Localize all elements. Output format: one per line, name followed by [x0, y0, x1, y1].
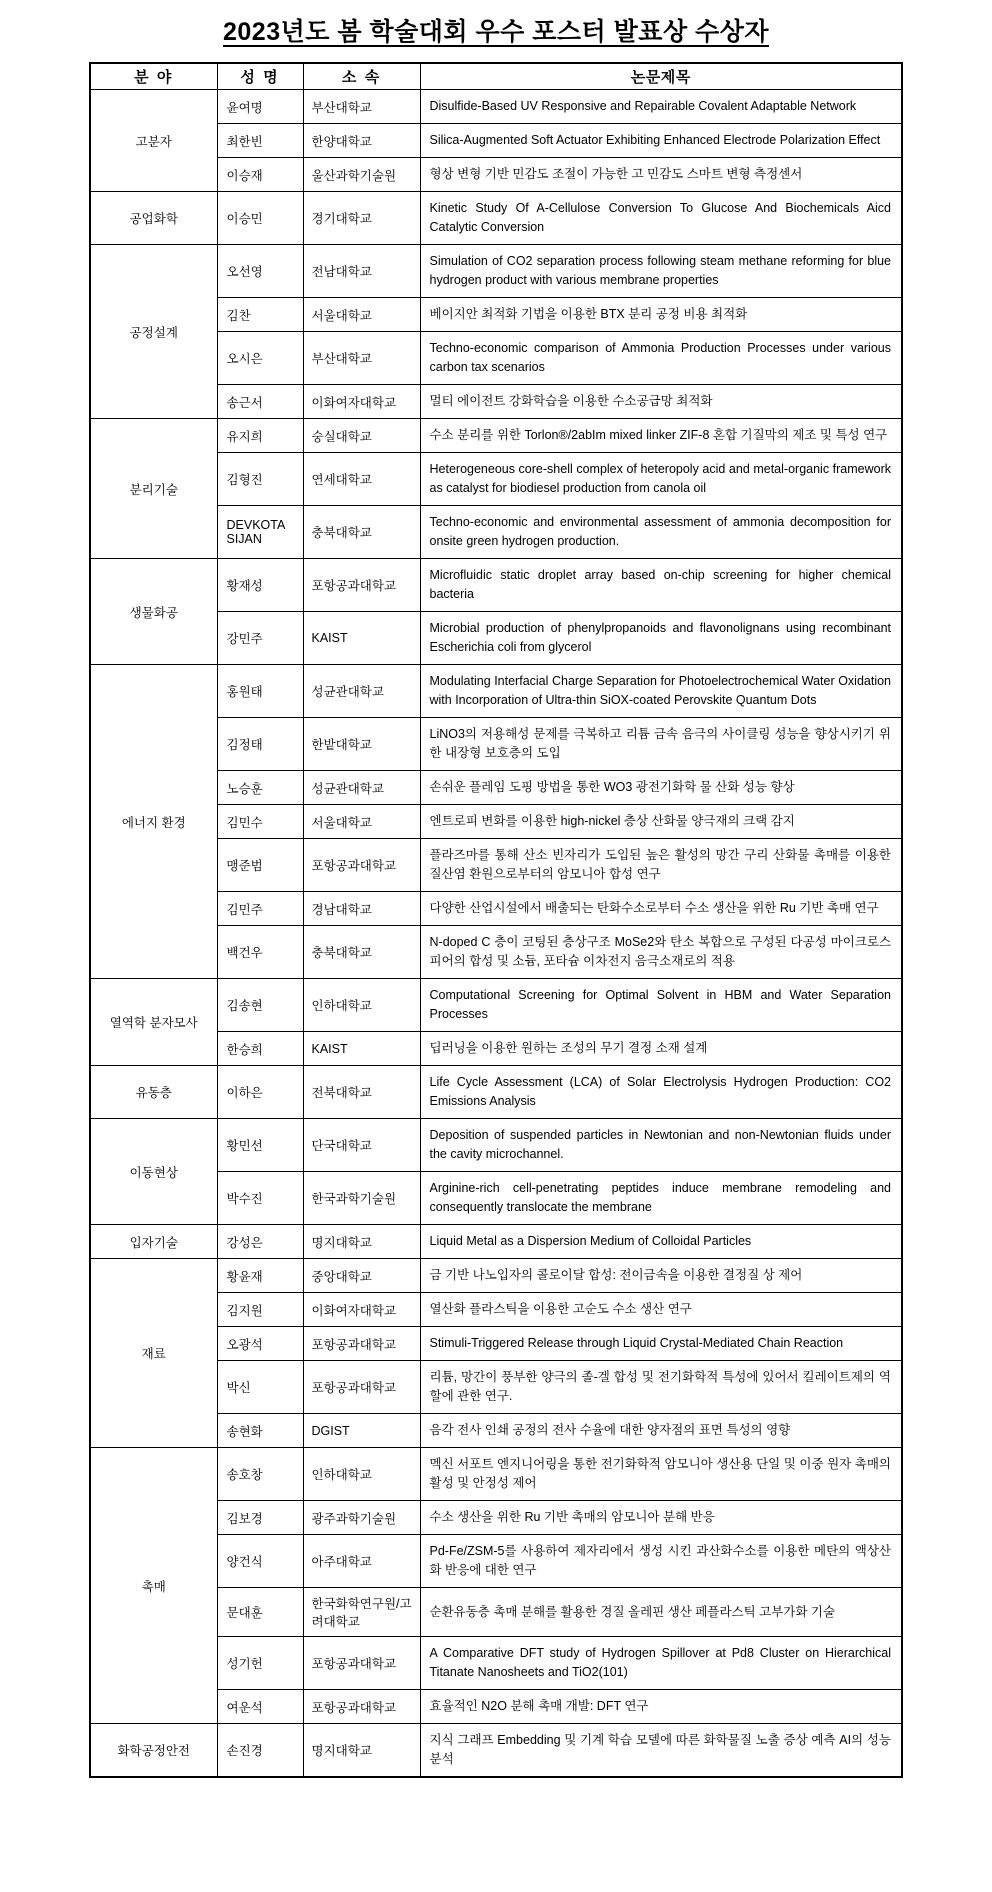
- name-cell: 강민주: [217, 612, 303, 665]
- table-row: [90, 559, 902, 612]
- paper-title-cell: 음각 전사 인쇄 공정의 전사 수율에 대한 양자점의 표면 특성의 영향: [420, 1414, 902, 1448]
- name-cell: DEVKOTA SIJAN: [217, 506, 303, 559]
- page-title: 2023년도 봄 학술대회 우수 포스터 발표상 수상자: [223, 18, 769, 46]
- paper-title-cell: LiNO3의 저용해성 문제를 극복하고 리튬 금속 음극의 사이클링 성능을 향상시키기 위한 내장형 보호층의 도입: [420, 718, 902, 771]
- column-header-affiliation: 소 속: [303, 63, 420, 90]
- paper-title-cell: 형상 변형 기반 민감도 조절이 가능한 고 민감도 스마트 변형 측정센서: [420, 158, 902, 192]
- paper-title-cell: Disulfide-Based UV Responsive and Repairable Covalent Adaptable Network: [420, 90, 902, 124]
- field-cell: 유동층: [90, 1066, 217, 1119]
- name-cell: 김형진: [217, 453, 303, 506]
- affiliation-cell: KAIST: [303, 1032, 420, 1066]
- paper-title-cell: Techno-economic comparison of Ammonia Production Processes under various carbon tax scenarios: [420, 332, 902, 385]
- field-cell: 공업화학: [90, 192, 217, 245]
- paper-title-cell: 멀티 에이전트 강화학습을 이용한 수소공급망 최적화: [420, 385, 902, 419]
- field-cell: 생물화공: [90, 559, 217, 665]
- affiliation-cell: 충북대학교: [303, 926, 420, 979]
- affiliation-cell: 중앙대학교: [303, 1259, 420, 1293]
- paper-title-cell: Deposition of suspended particles in Newtonian and non-Newtonian fluids under the cavity microchannel.: [420, 1119, 902, 1172]
- affiliation-cell: 포항공과대학교: [303, 1361, 420, 1414]
- table-row: [90, 192, 902, 245]
- table-row: [90, 1724, 902, 1778]
- affiliation-cell: 경기대학교: [303, 192, 420, 245]
- paper-title-cell: Stimuli-Triggered Release through Liquid Crystal-Mediated Chain Reaction: [420, 1327, 902, 1361]
- name-cell: 유지희: [217, 419, 303, 453]
- table-row: [90, 1225, 902, 1259]
- paper-title-cell: Simulation of CO2 separation process following steam methane reforming for blue hydrogen product with various membrane properties: [420, 245, 902, 298]
- name-cell: 오광석: [217, 1327, 303, 1361]
- paper-title-cell: Modulating Interfacial Charge Separation for Photoelectrochemical Water Oxidation with Incorporation of Ultra-thin SiOX-coated Perovskite Quantum Dots: [420, 665, 902, 718]
- paper-title-cell: Arginine-rich cell-penetrating peptides induce membrane remodeling and consequently translocate the membrane: [420, 1172, 902, 1225]
- name-cell: 김송현: [217, 979, 303, 1032]
- paper-title-cell: Liquid Metal as a Dispersion Medium of Colloidal Particles: [420, 1225, 902, 1259]
- paper-title-cell: 베이지안 최적화 기법을 이용한 BTX 분리 공정 비용 최적화: [420, 298, 902, 332]
- paper-title-cell: A Comparative DFT study of Hydrogen Spillover at Pd8 Cluster on Hierarchical Titanate Nanosheets and TiO2(101): [420, 1637, 902, 1690]
- table-row: [90, 665, 902, 718]
- paper-title-cell: Pd-Fe/ZSM-5를 사용하여 제자리에서 생성 시킨 과산화수소를 이용한 메탄의 액상산화 반응에 대한 연구: [420, 1535, 902, 1588]
- affiliation-cell: 단국대학교: [303, 1119, 420, 1172]
- affiliation-cell: 숭실대학교: [303, 419, 420, 453]
- name-cell: 송호창: [217, 1448, 303, 1501]
- paper-title-cell: 순환유동층 촉매 분해를 활용한 경질 올레핀 생산 페플라스틱 고부가화 기술: [420, 1588, 902, 1637]
- affiliation-cell: 한국화학연구원/고려대학교: [303, 1588, 420, 1637]
- affiliation-cell: 성균관대학교: [303, 771, 420, 805]
- table-row: [90, 90, 902, 124]
- table-row: [90, 1119, 902, 1172]
- column-header-name: 성 명: [217, 63, 303, 90]
- name-cell: 홍원태: [217, 665, 303, 718]
- name-cell: 김찬: [217, 298, 303, 332]
- name-cell: 김정태: [217, 718, 303, 771]
- name-cell: 김보경: [217, 1501, 303, 1535]
- paper-title-cell: Life Cycle Assessment (LCA) of Solar Electrolysis Hydrogen Production: CO2 Emissions Analysis: [420, 1066, 902, 1119]
- name-cell: 박신: [217, 1361, 303, 1414]
- paper-title-cell: Techno-economic and environmental assessment of ammonia decomposition for onsite green hydrogen production.: [420, 506, 902, 559]
- name-cell: 이승재: [217, 158, 303, 192]
- affiliation-cell: 이화여자대학교: [303, 1293, 420, 1327]
- name-cell: 김민수: [217, 805, 303, 839]
- paper-title-cell: 효율적인 N2O 분해 촉매 개발: DFT 연구: [420, 1690, 902, 1724]
- affiliation-cell: KAIST: [303, 612, 420, 665]
- affiliation-cell: 포항공과대학교: [303, 559, 420, 612]
- field-cell: 분리기술: [90, 419, 217, 559]
- affiliation-cell: 전북대학교: [303, 1066, 420, 1119]
- paper-title-cell: 열산화 플라스틱을 이용한 고순도 수소 생산 연구: [420, 1293, 902, 1327]
- affiliation-cell: 포항공과대학교: [303, 1327, 420, 1361]
- name-cell: 손진경: [217, 1724, 303, 1778]
- affiliation-cell: 한양대학교: [303, 124, 420, 158]
- field-cell: 이동현상: [90, 1119, 217, 1225]
- name-cell: 오선영: [217, 245, 303, 298]
- name-cell: 여운석: [217, 1690, 303, 1724]
- affiliation-cell: 부산대학교: [303, 332, 420, 385]
- affiliation-cell: 연세대학교: [303, 453, 420, 506]
- table-row: [90, 1066, 902, 1119]
- affiliation-cell: 인하대학교: [303, 1448, 420, 1501]
- table-row: [90, 419, 902, 453]
- paper-title-cell: 손쉬운 플레임 도핑 방법을 통한 WO3 광전기화학 물 산화 성능 향상: [420, 771, 902, 805]
- name-cell: 박수진: [217, 1172, 303, 1225]
- affiliation-cell: 경남대학교: [303, 892, 420, 926]
- paper-title-cell: 금 기반 나노입자의 콜로이달 합성: 전이금속을 이용한 결정질 상 제어: [420, 1259, 902, 1293]
- affiliation-cell: 울산과학기술원: [303, 158, 420, 192]
- name-cell: 한승희: [217, 1032, 303, 1066]
- affiliation-cell: 명지대학교: [303, 1225, 420, 1259]
- field-cell: 고분자: [90, 90, 217, 192]
- affiliation-cell: DGIST: [303, 1414, 420, 1448]
- name-cell: 이승민: [217, 192, 303, 245]
- affiliation-cell: 충북대학교: [303, 506, 420, 559]
- paper-title-cell: 지식 그래프 Embedding 및 기계 학습 모델에 따른 화학물질 노출 증상 예측 AI의 성능 분석: [420, 1724, 902, 1778]
- table-row: [90, 1259, 902, 1293]
- field-cell: 화학공정안전: [90, 1724, 217, 1778]
- paper-title-cell: 멕신 서포트 엔지니어링을 통한 전기화학적 암모니아 생산용 단일 및 이중 원자 촉매의 활성 및 안정성 제어: [420, 1448, 902, 1501]
- paper-title-cell: 수소 분리를 위한 Torlon®/2abIm mixed linker ZIF-8 혼합 기질막의 제조 및 특성 연구: [420, 419, 902, 453]
- paper-title-cell: 플라즈마를 통해 산소 빈자리가 도입된 높은 활성의 망간 구리 산화물 촉매를 이용한 질산염 환원으로부터의 암모니아 합성 연구: [420, 839, 902, 892]
- name-cell: 맹준범: [217, 839, 303, 892]
- name-cell: 김민주: [217, 892, 303, 926]
- name-cell: 황윤재: [217, 1259, 303, 1293]
- affiliation-cell: 한국과학기술원: [303, 1172, 420, 1225]
- field-cell: 재료: [90, 1259, 217, 1448]
- paper-title-cell: Heterogeneous core-shell complex of heteropoly acid and metal-organic framework as catalyst for biodiesel production from canola oil: [420, 453, 902, 506]
- paper-title-cell: 딥러닝을 이용한 원하는 조성의 무기 결정 소재 설계: [420, 1032, 902, 1066]
- paper-title-cell: 엔트로피 변화를 이용한 high-nickel 층상 산화물 양극재의 크랙 감지: [420, 805, 902, 839]
- field-cell: 입자기술: [90, 1225, 217, 1259]
- affiliation-cell: 명지대학교: [303, 1724, 420, 1778]
- affiliation-cell: 이화여자대학교: [303, 385, 420, 419]
- table-row: [90, 245, 902, 298]
- name-cell: 문대훈: [217, 1588, 303, 1637]
- field-cell: 열역학 분자모사: [90, 979, 217, 1066]
- name-cell: 백건우: [217, 926, 303, 979]
- column-header-paper-title: 논문제목: [420, 63, 902, 90]
- affiliation-cell: 아주대학교: [303, 1535, 420, 1588]
- awards-table: [89, 62, 903, 1778]
- name-cell: 이하은: [217, 1066, 303, 1119]
- name-cell: 최한빈: [217, 124, 303, 158]
- paper-title-cell: 수소 생산을 위한 Ru 기반 촉매의 암모니아 분해 반응: [420, 1501, 902, 1535]
- affiliation-cell: 인하대학교: [303, 979, 420, 1032]
- name-cell: 송근서: [217, 385, 303, 419]
- name-cell: 황재성: [217, 559, 303, 612]
- field-cell: 공정설계: [90, 245, 217, 419]
- paper-title-cell: Microbial production of phenylpropanoids and flavonolignans using recombinant Escherichia coli from glycerol: [420, 612, 902, 665]
- affiliation-cell: 부산대학교: [303, 90, 420, 124]
- affiliation-cell: 서울대학교: [303, 805, 420, 839]
- name-cell: 김지원: [217, 1293, 303, 1327]
- affiliation-cell: 포항공과대학교: [303, 1690, 420, 1724]
- affiliation-cell: 성균관대학교: [303, 665, 420, 718]
- affiliation-cell: 포항공과대학교: [303, 1637, 420, 1690]
- paper-title-cell: Silica-Augmented Soft Actuator Exhibiting Enhanced Electrode Polarization Effect: [420, 124, 902, 158]
- column-header-field: 분 야: [90, 63, 217, 90]
- affiliation-cell: 포항공과대학교: [303, 839, 420, 892]
- field-cell: 에너지 환경: [90, 665, 217, 979]
- awards-table-body: [90, 90, 902, 1778]
- name-cell: 황민선: [217, 1119, 303, 1172]
- table-header-row: [90, 63, 902, 90]
- paper-title-cell: Kinetic Study Of A-Cellulose Conversion To Glucose And Biochemicals Aicd Catalytic Conversion: [420, 192, 902, 245]
- name-cell: 송현화: [217, 1414, 303, 1448]
- name-cell: 윤여명: [217, 90, 303, 124]
- name-cell: 성기헌: [217, 1637, 303, 1690]
- paper-title-cell: N-doped C 층이 코팅된 층상구조 MoSe2와 탄소 복합으로 구성된 다공성 마이크로스피어의 합성 및 소듐, 포타슘 이차전지 음극소재로의 적용: [420, 926, 902, 979]
- affiliation-cell: 한밭대학교: [303, 718, 420, 771]
- table-row: [90, 979, 902, 1032]
- affiliation-cell: 광주과학기술원: [303, 1501, 420, 1535]
- name-cell: 양건식: [217, 1535, 303, 1588]
- name-cell: 강성은: [217, 1225, 303, 1259]
- paper-title-cell: Microfluidic static droplet array based on-chip screening for higher chemical bacteria: [420, 559, 902, 612]
- affiliation-cell: 전남대학교: [303, 245, 420, 298]
- paper-title-cell: 다양한 산업시설에서 배출되는 탄화수소로부터 수소 생산을 위한 Ru 기반 촉매 연구: [420, 892, 902, 926]
- table-row: [90, 1448, 902, 1501]
- field-cell: 촉매: [90, 1448, 217, 1724]
- name-cell: 노승훈: [217, 771, 303, 805]
- name-cell: 오시은: [217, 332, 303, 385]
- affiliation-cell: 서울대학교: [303, 298, 420, 332]
- paper-title-cell: Computational Screening for Optimal Solvent in HBM and Water Separation Processes: [420, 979, 902, 1032]
- paper-title-cell: 리튬, 망간이 풍부한 양극의 졸-겔 합성 및 전기화학적 특성에 있어서 킬레이트제의 역할에 관한 연구.: [420, 1361, 902, 1414]
